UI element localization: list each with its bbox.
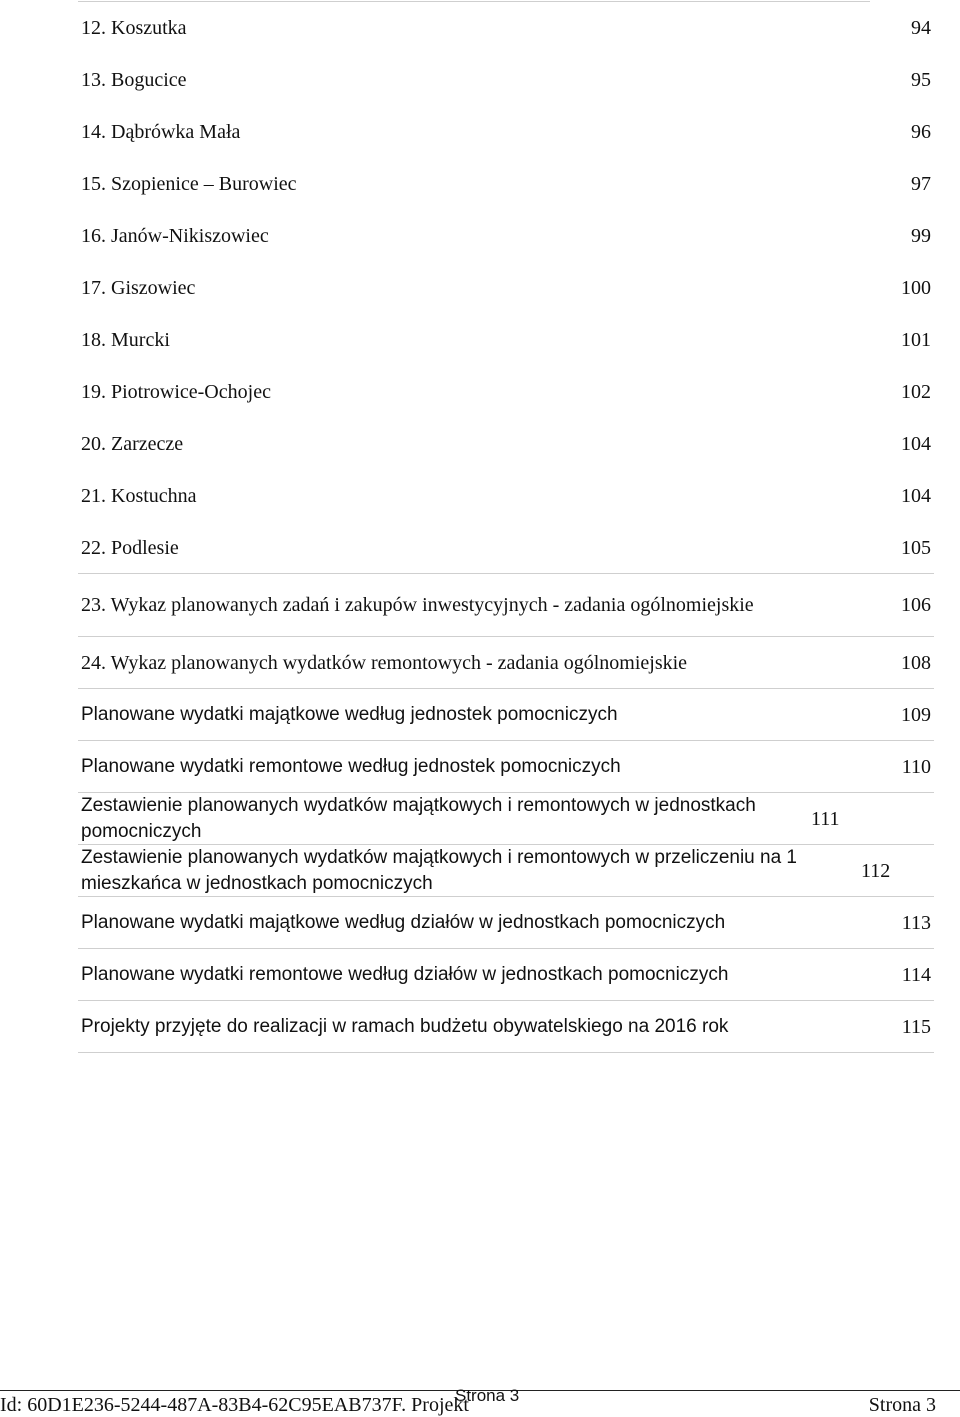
toc-row[interactable] — [78, 54, 934, 106]
toc-title: 14. Dąbrówka Mała — [81, 121, 241, 143]
toc-page: 113 — [901, 911, 931, 934]
toc-title: 13. Bogucice — [81, 69, 187, 91]
toc-page: 111 — [811, 807, 840, 830]
toc-page: 108 — [901, 651, 931, 674]
toc-row[interactable] — [78, 637, 934, 689]
toc-row[interactable] — [78, 522, 934, 574]
toc-title: Zestawienie planowanych wydatków majątkowych i remontowych w przeliczeniu na 1 mieszkańca w jednostkach pomocniczych — [81, 846, 797, 894]
toc-title: 24. Wykaz planowanych wydatków remontowych - zadania ogólnomiejskie — [81, 651, 688, 674]
table-of-contents — [78, 0, 934, 1051]
toc-row[interactable] — [78, 897, 934, 949]
toc-row[interactable] — [78, 418, 934, 470]
toc-title: Planowane wydatki remontowe według działów w jednostkach pomocniczych — [81, 963, 729, 985]
toc-page: 95 — [911, 69, 931, 91]
toc-row[interactable] — [78, 314, 934, 366]
toc-row[interactable] — [78, 689, 934, 741]
toc-row[interactable] — [78, 949, 934, 1001]
toc-page: 96 — [911, 121, 931, 143]
toc-page: 105 — [901, 536, 931, 559]
toc-page: 106 — [901, 594, 931, 616]
toc-title: 23. Wykaz planowanych zadań i zakupów inwestycyjnych - zadania ogólnomiejskie — [81, 594, 754, 616]
toc-page: 97 — [911, 173, 931, 195]
toc-page: 99 — [911, 225, 931, 247]
toc-row[interactable] — [78, 1001, 934, 1053]
toc-page: 110 — [901, 755, 931, 778]
toc-page: 104 — [901, 433, 931, 455]
toc-page: 102 — [901, 381, 931, 403]
toc-title: 20. Zarzecze — [81, 433, 184, 455]
toc-row[interactable] — [78, 793, 934, 845]
toc-row[interactable] — [78, 741, 934, 793]
toc-title: 17. Giszowiec — [81, 277, 196, 299]
page-number: Strona 3 — [868, 1394, 936, 1416]
toc-row[interactable] — [78, 106, 934, 158]
toc-row[interactable] — [78, 210, 934, 262]
toc-title: Planowane wydatki remontowe według jednostek pomocniczych — [81, 755, 621, 777]
toc-title: Planowane wydatki majątkowe według jednostek pomocniczych — [81, 703, 618, 725]
toc-title: 15. Szopienice – Burowiec — [81, 173, 297, 195]
toc-row[interactable] — [78, 845, 934, 897]
page-number-overlay: Strona 3 — [455, 1386, 520, 1405]
toc-title: 19. Piotrowice-Ochojec — [81, 381, 271, 403]
toc-page: 94 — [911, 17, 931, 39]
toc-title: 18. Murcki — [81, 329, 170, 351]
toc-title: Projekty przyjęte do realizacji w ramach budżetu obywatelskiego na 2016 rok — [81, 1015, 729, 1037]
toc-row[interactable] — [78, 366, 934, 418]
document-id: Id: 60D1E236-5244-487A-83B4-62C95EAB737F. Projekt — [0, 1394, 469, 1416]
toc-page: 100 — [901, 277, 931, 299]
toc-page: 114 — [901, 963, 931, 986]
toc-row[interactable] — [78, 2, 934, 54]
toc-page: 109 — [901, 703, 931, 726]
toc-title: 16. Janów-Nikiszowiec — [81, 225, 269, 247]
toc-page: 115 — [901, 1015, 931, 1038]
toc-page: 112 — [861, 859, 891, 882]
page-footer — [0, 1380, 960, 1416]
toc-title: Zestawienie planowanych wydatków majątkowych i remontowych w jednostkach pomocniczych — [81, 794, 756, 842]
toc-title: 22. Podlesie — [81, 536, 179, 559]
toc-title: Planowane wydatki majątkowe według działów w jednostkach pomocniczych — [81, 911, 726, 933]
toc-row[interactable] — [78, 262, 934, 314]
toc-title: 12. Koszutka — [81, 17, 187, 39]
toc-row[interactable] — [78, 470, 934, 522]
toc-row[interactable] — [78, 158, 934, 210]
toc-page: 104 — [901, 485, 931, 507]
toc-page: 101 — [901, 329, 931, 351]
toc-row[interactable] — [78, 574, 934, 637]
toc-title: 21. Kostuchna — [81, 485, 197, 507]
